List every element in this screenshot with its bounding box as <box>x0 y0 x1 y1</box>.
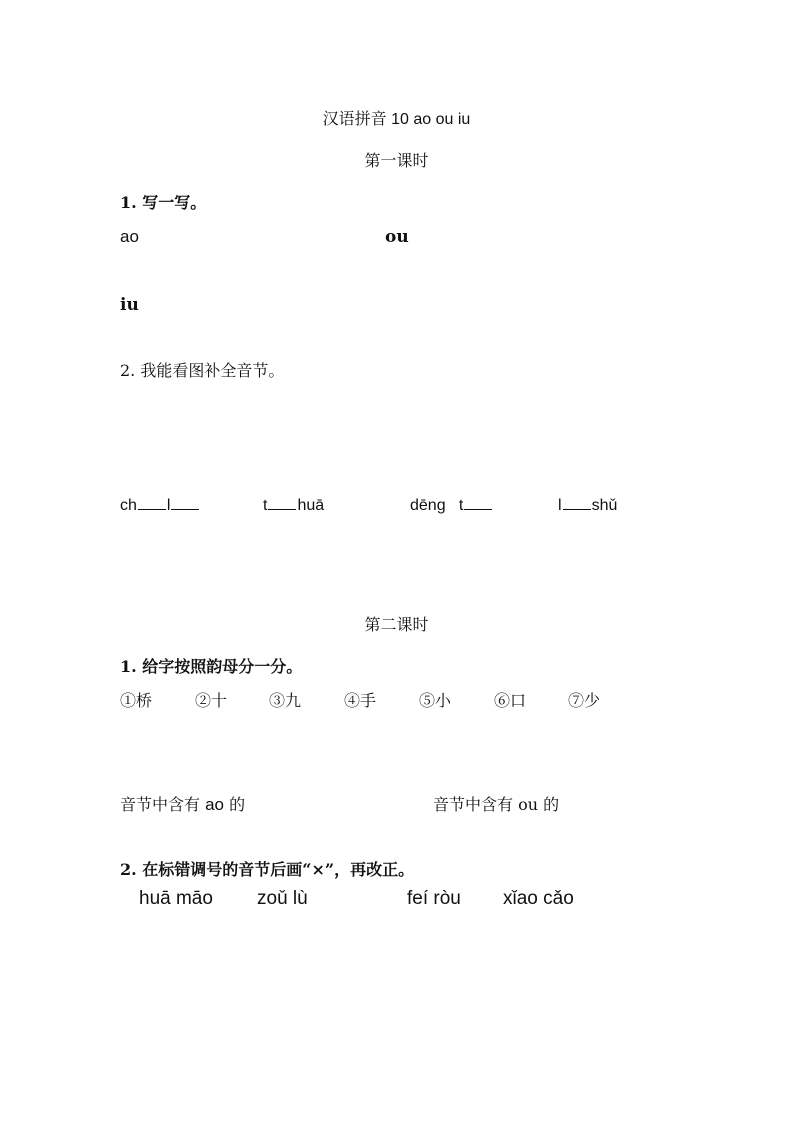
character-item: ⑤小 <box>419 691 452 710</box>
syllable-text: huā <box>297 497 325 514</box>
syllable-fill-item <box>263 495 324 515</box>
syllable-text: shǔ <box>591 497 618 514</box>
syllable-initial: l <box>166 497 171 514</box>
tone-syllable: zoǔ lù <box>257 888 308 909</box>
character-item: ③九 <box>269 691 302 710</box>
worksheet-title: 汉语拼音 10 ao ou iu <box>322 111 471 128</box>
group-suffix: 的 <box>224 795 246 814</box>
character-item: ④手 <box>344 691 377 710</box>
blank-line[interactable] <box>138 495 166 510</box>
group-rhyme: ou <box>518 795 539 814</box>
group-prefix: 音节中含有 <box>433 795 519 814</box>
blank-line[interactable] <box>171 495 199 510</box>
blank-line[interactable] <box>464 495 492 510</box>
lesson2-q1-label: 1. 给字按照韵母分一分。 <box>120 657 303 676</box>
group-suffix: 的 <box>538 795 560 814</box>
group-ao-label <box>120 792 245 815</box>
group-prefix: 音节中含有 <box>120 795 206 814</box>
blank-line[interactable] <box>268 495 296 510</box>
character-item: ⑦少 <box>568 691 601 710</box>
syllable-text: dēng t <box>410 497 464 514</box>
character-item: ①桥 <box>120 691 153 710</box>
syllable-fill-item <box>120 495 200 515</box>
group-ou-label <box>433 792 559 815</box>
character-item: ②十 <box>195 691 228 710</box>
lesson1-heading: 第一课时 <box>364 151 429 170</box>
write-item-ou: ou <box>385 227 409 247</box>
tone-syllable: huā māo <box>139 888 213 909</box>
syllable-fill-item <box>558 495 617 515</box>
syllable-initial: t <box>263 497 268 514</box>
group-rhyme: ao <box>205 795 225 814</box>
character-item: ⑥口 <box>494 691 527 710</box>
write-item-iu: iu <box>120 295 139 315</box>
blank-line[interactable] <box>563 495 591 510</box>
write-item-ao: ao <box>120 227 139 246</box>
tone-syllable: xǐao cǎo <box>503 888 574 909</box>
lesson1-q1-label: 1. 写一写。 <box>120 193 207 212</box>
syllable-initial: ch <box>120 497 137 514</box>
tone-syllable-row <box>0 888 793 914</box>
lesson2-q2-label: 2. 在标错调号的音节后画“×”，再改正。 <box>120 860 415 879</box>
syllable-fill-item <box>410 495 493 515</box>
tone-syllable: feí ròu <box>407 888 461 909</box>
syllable-fill-row <box>0 495 793 519</box>
syllable-initial: l <box>558 497 562 514</box>
lesson1-q2-label: 2. 我能看图补全音节。 <box>120 361 285 380</box>
lesson2-heading: 第二课时 <box>364 615 429 634</box>
